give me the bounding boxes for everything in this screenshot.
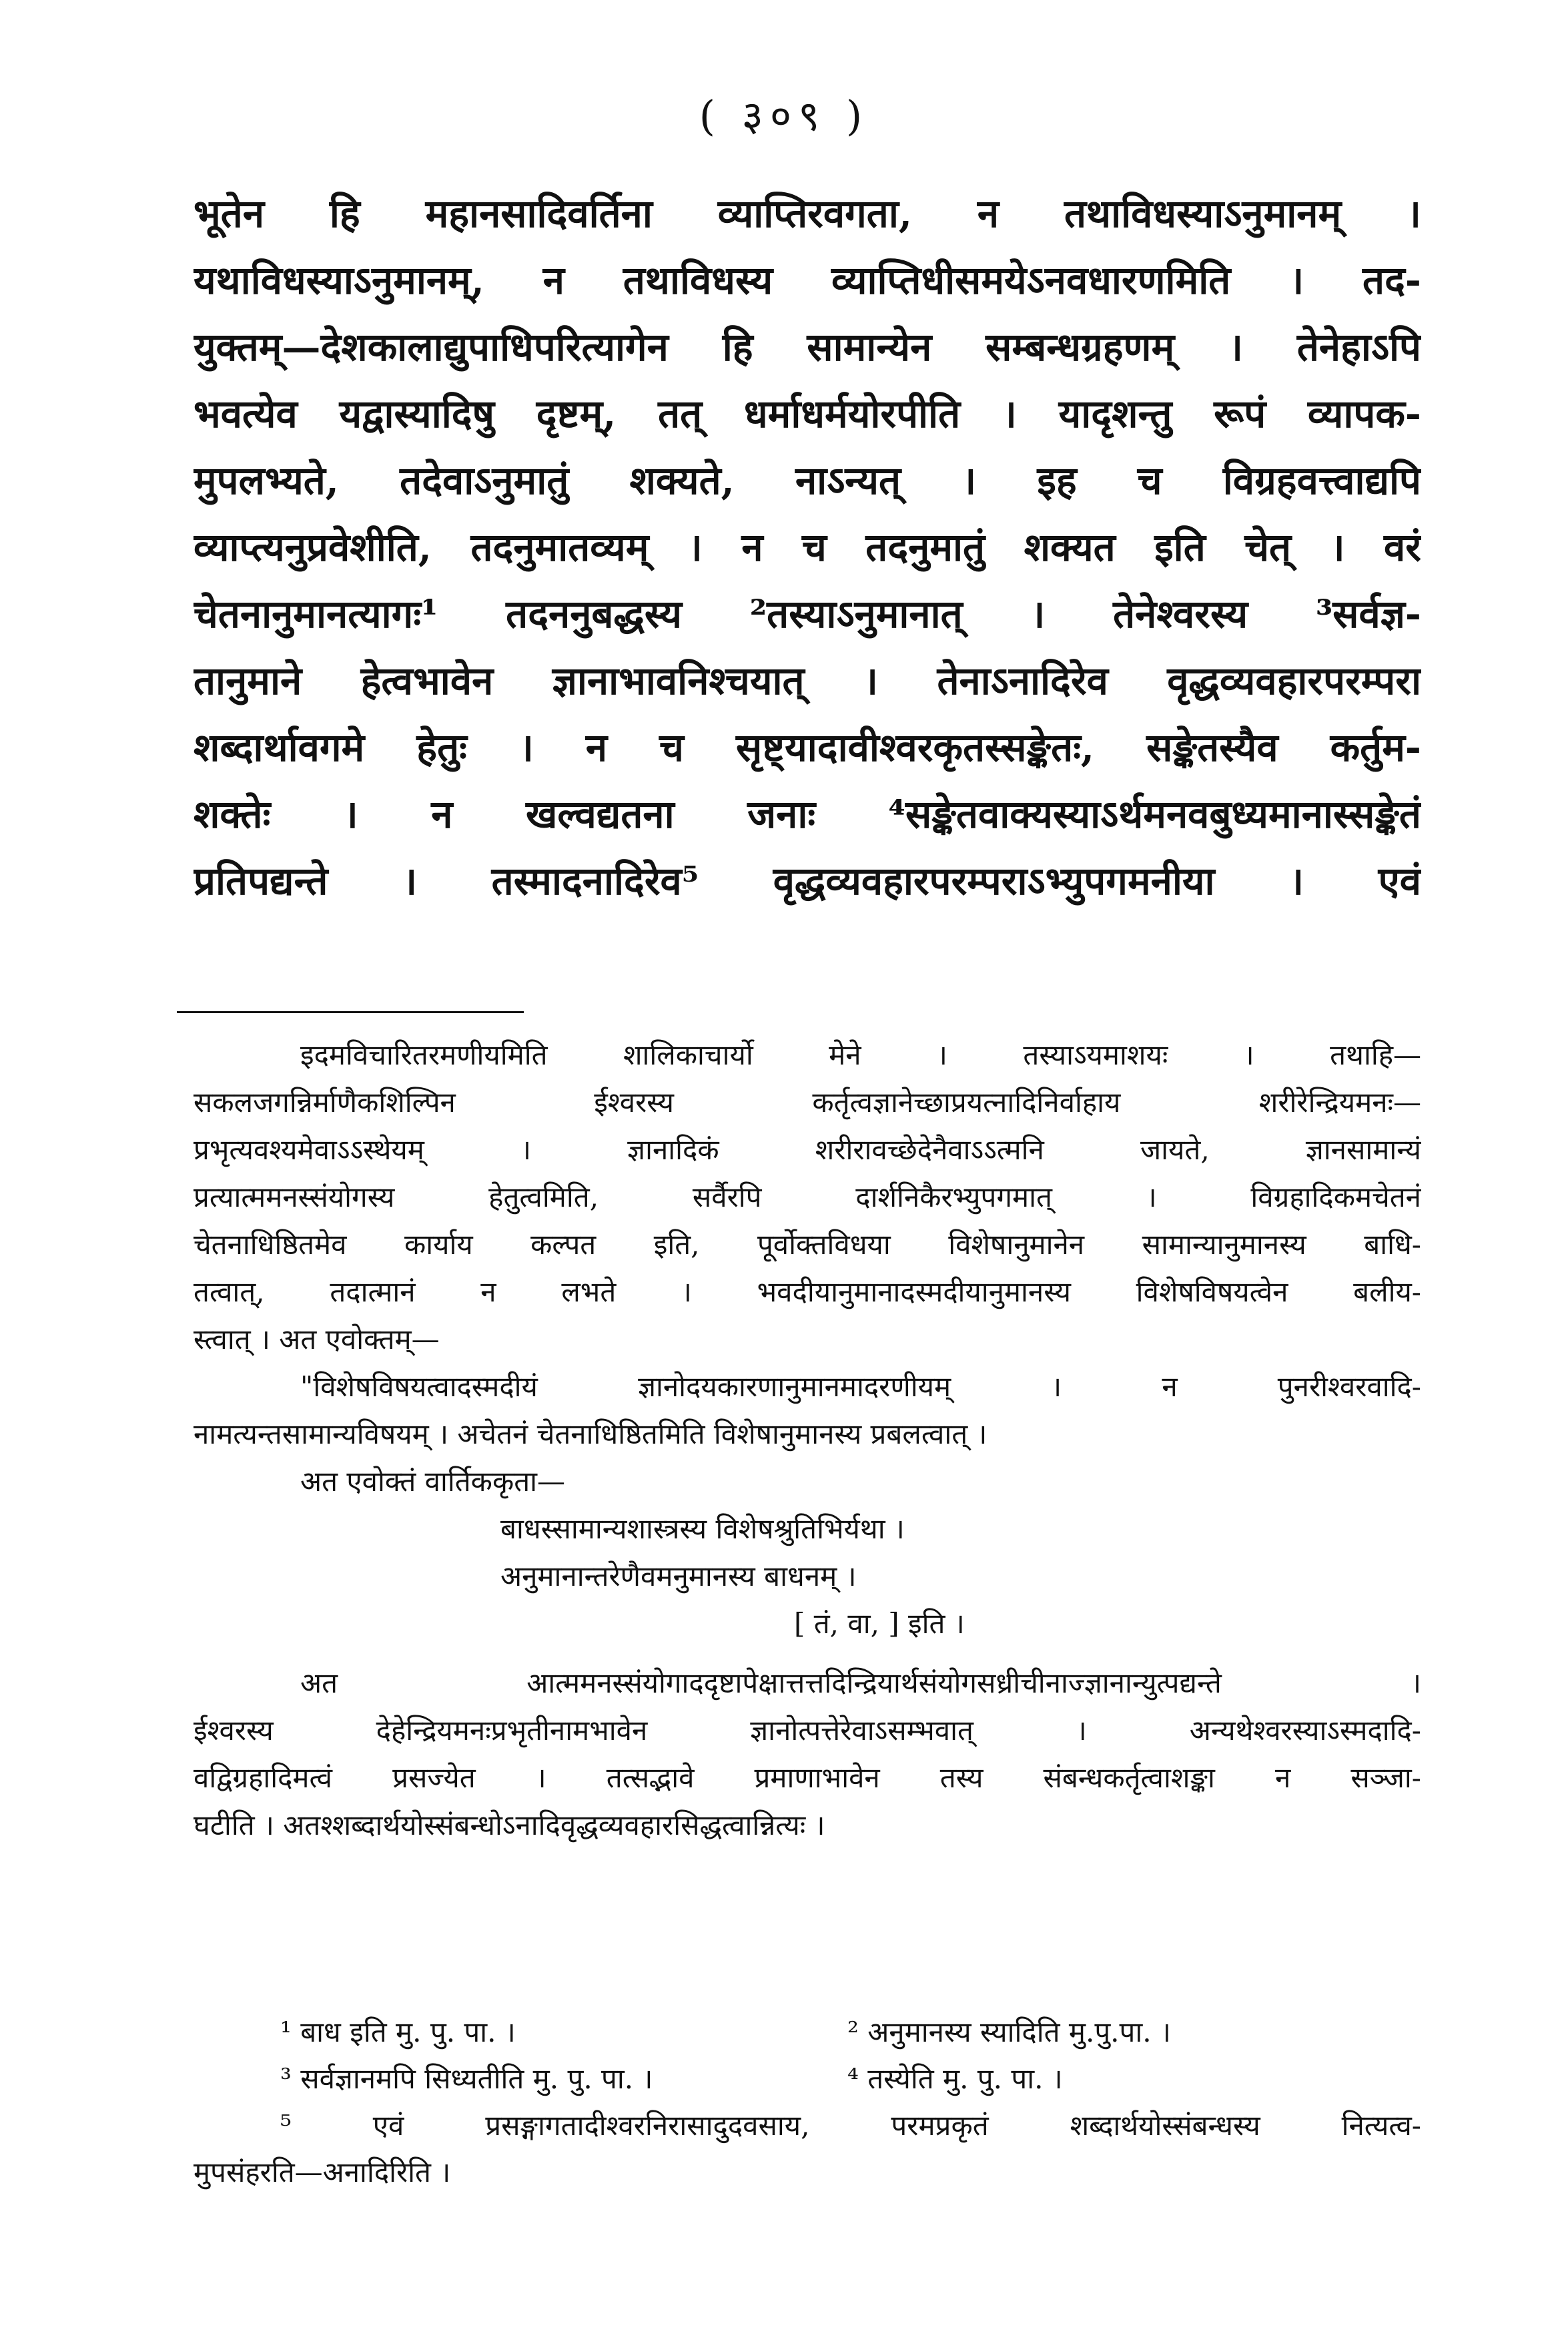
main-text-line: शक्तेः । न खल्वद्यतना जनाः ⁴सङ्केतवाक्यस्याऽर्थमनवबुध्यमानास्सङ्केतं xyxy=(193,792,1421,837)
main-text-line: शब्दार्थावगमे हेतुः । न च सृष्ट्यादावीश्वरकृतस्सङ्केतः, सङ्केतस्यैव कर्तुम- xyxy=(193,725,1421,770)
verse-line: अनुमानान्तरेणैवमनुमानस्य बाधनम् । xyxy=(500,1560,857,1592)
main-text xyxy=(193,180,1421,914)
commentary-line: चेतनाधिष्ठितमेव कार्याय कल्पत इति, पूर्वोक्तविधया विशेषानुमानेन सामान्यानुमानस्य बाधि- xyxy=(193,1228,1421,1261)
commentary-line: वद्विग्रहादिमत्वं प्रसज्येत । तत्सद्भावे प्रमाणाभावेन तस्य संबन्धकर्तृत्वाशङ्का न सञ्जा- xyxy=(193,1761,1421,1794)
page-number: ( ३०९ ) xyxy=(699,91,869,140)
commentary-line: तत्वात्, तदात्मानं न लभते । भवदीयानुमानादस्मदीयानुमानस्य विशेषविषयत्वेन बलीय- xyxy=(193,1275,1421,1308)
footnote-row xyxy=(193,2056,1421,2102)
commentary-line: इदमविचारितरमणीयमिति शालिकाचार्यो मेने । तस्याऽयमाशयः । तथाहि— xyxy=(300,1039,1421,1071)
footnote-3: ³ सर्वज्ञानमपि सिध्यतीति मु. पु. पा. । xyxy=(280,2062,653,2095)
main-text-line: प्रतिपद्यन्ते । तस्मादनादिरेव⁵ वृद्धव्यवहारपरम्पराऽभ्युपगमनीया । एवं xyxy=(193,858,1421,904)
verse-citation: [ तं, वा, ] इति । xyxy=(794,1607,965,1640)
main-text-line: भवत्येव यद्वास्यादिषु दृष्टम्, तत् धर्माधर्मयोरपीति । यादृशन्तु रूपं व्यापक- xyxy=(193,391,1421,436)
footnote-2: ² अनुमानस्य स्यादिति मु.पु.पा. । xyxy=(847,2016,1171,2048)
main-text-line: भूतेन हि महानसादिवर्तिना व्याप्तिरवगता, न तथाविधस्याऽनुमानम् । xyxy=(193,191,1421,236)
commentary-line: ईश्वरस्य देहेन्द्रियमनःप्रभृतीनामभावेन ज्ञानोत्पत्तेरेवाऽसम्भवात् । अन्यथेश्वरस्याऽस्मदादि- xyxy=(193,1714,1421,1747)
main-text-line: युक्तम्—देशकालाद्युपाधिपरित्यागेन हि सामान्येन सम्बन्धग्रहणम् । तेनेहाऽपि xyxy=(193,324,1421,370)
verse-line: बाधस्सामान्यशास्त्रस्य विशेषश्रुतिभिर्यथा । xyxy=(500,1512,905,1545)
commentary-line: प्रभृत्यवश्यमेवाऽऽस्थेयम् । ज्ञानादिकं शरीरावच्छेदेनैवाऽऽत्मनि जायते, ज्ञानसामान्यं xyxy=(193,1133,1421,1166)
footnote-1: ¹ बाध इति मु. पु. पा. । xyxy=(280,2016,516,2048)
footnote-4: ⁴ तस्येति मु. पु. पा. । xyxy=(847,2062,1063,2095)
footnote-row xyxy=(193,2009,1421,2056)
main-text-line: तानुमाने हेत्वभावेन ज्ञानाभावनिश्चयात् । तेनाऽनादिरेव वृद्धव्यवहारपरम्परा xyxy=(193,658,1421,703)
footnotes xyxy=(193,2009,1421,2196)
quote-line: नामत्यन्तसामान्यविषयम् । अचेतनं चेतनाधिष्ठितमिति विशेषानुमानस्य प्रबलत्वात् । xyxy=(193,1418,988,1450)
commentary-divider xyxy=(177,1011,524,1013)
footnote-5-continued: मुपसंहरति—अनादिरिति । xyxy=(193,2156,451,2188)
commentary-line: स्त्वात् । अत एवोक्तम्— xyxy=(193,1323,440,1356)
main-text-line: व्याप्त्यनुप्रवेशीति, तदनुमातव्यम् । न च तदनुमातुं शक्यत इति चेत् । वरं xyxy=(193,525,1421,570)
commentary-line: अत आत्ममनस्संयोगाददृष्टापेक्षात्तत्तदिन्द्रियार्थसंयोगसध्रीचीनाज्ज्ञानान्युत्पद्यन्ते । xyxy=(300,1667,1421,1699)
commentary-line: सकलजगन्निर्माणैकशिल्पिन ईश्वरस्य कर्तृत्वज्ञानेच्छाप्रयत्नादिनिर्वाहाय शरीरेन्द्रियमनः— xyxy=(193,1086,1421,1119)
verse-intro: अत एवोक्तं वार्तिककृता— xyxy=(300,1465,566,1498)
main-text-line: मुपलभ्यते, तदेवाऽनुमातुं शक्यते, नाऽन्यत् । इह च विग्रहवत्त्वाद्यपि xyxy=(193,458,1421,503)
quote-line: "विशेषविषयत्वादस्मदीयं ज्ञानोदयकारणानुमानमादरणीयम् । न पुनरीश्वरवादि- xyxy=(300,1370,1421,1403)
commentary xyxy=(193,1031,1421,1849)
main-text-line: चेतनानुमानत्यागः¹ तदननुबद्धस्य ²तस्याऽनुमानात् । तेनेश्वरस्य ³सर्वज्ञ- xyxy=(193,591,1421,637)
commentary-line: घटीति । अतश्शब्दार्थयोस्संबन्धोऽनादिवृद्धव्यवहारसिद्धत्वान्नित्यः । xyxy=(193,1809,825,1841)
main-text-line: यथाविधस्याऽनुमानम्, न तथाविधस्य व्याप्तिधीसमयेऽनवधारणमिति । तद- xyxy=(193,258,1421,303)
footnote-5: ⁵ एवं प्रसङ्गागतादीश्वरनिरासादुदवसाय, परमप्रकृतं शब्दार्थयोस्संबन्धस्य नित्यत्व- xyxy=(280,2109,1421,2142)
commentary-line: प्रत्यात्ममनस्संयोगस्य हेतुत्वमिति, सर्वैरपि दार्शनिकैरभ्युपगमात् । विग्रहादिकमचेतनं xyxy=(193,1181,1421,1213)
